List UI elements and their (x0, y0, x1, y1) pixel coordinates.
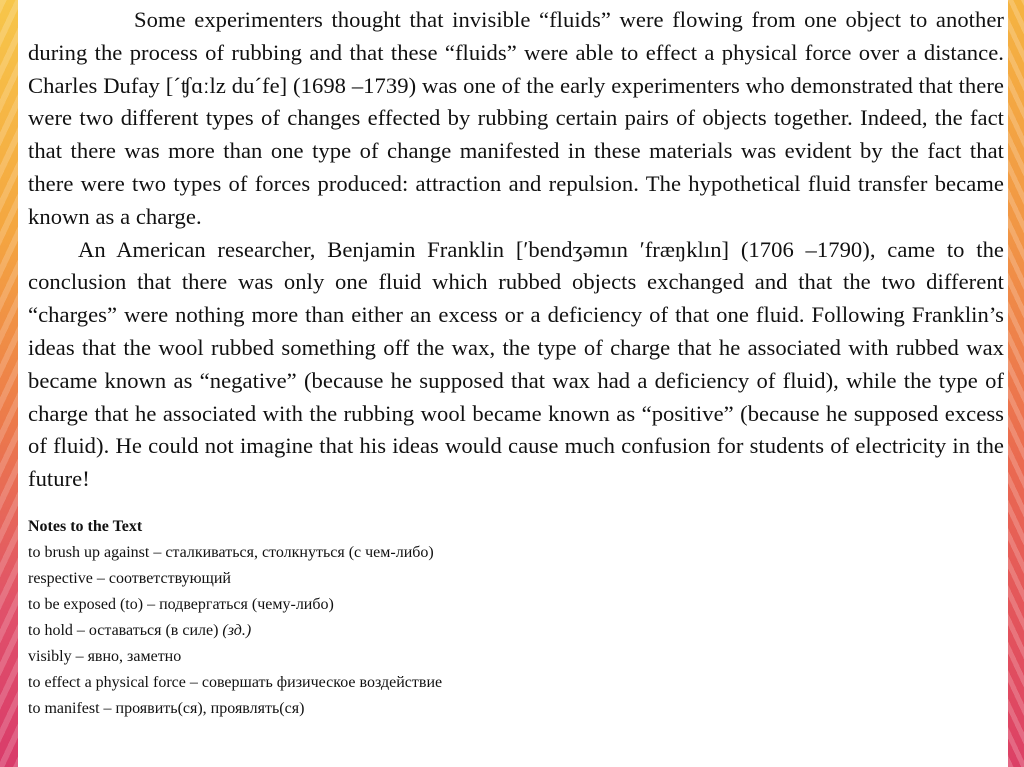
decorative-frame-left (0, 0, 18, 767)
decorative-frame-right (1008, 0, 1024, 767)
note-item: to brush up against – сталкиваться, столкнуться (с чем-либо) (28, 543, 434, 561)
note-item: to manifest – проявить(ся), проявлять(ся) (28, 699, 305, 717)
note-item-hold-suffix: (зд.) (222, 621, 252, 639)
note-item-hold-text: to hold – оставаться (в силе) (28, 621, 219, 639)
note-item: to be exposed (to) – подвергаться (чему-либо) (28, 595, 334, 613)
paragraph-franklin: An American researcher, Benjamin Franklin [ʹbendʒəmın ʹfræŋklın] (1706 –1790), came to the conclusion that there was only one fluid which rubbed objects exchanged and that the two different “charges” were nothing more than either an excess or a deficiency of that one fluid. Following Franklin’s ideas that the wool rubbed something off the wax, the type of charge that he associated with rubbed wax became known as “negative” (because he supposed that wax had a deficiency of fluid), while the type of charge that he associated with the rubbing wool became known as “positive” (because he supposed excess of fluid). He could not imagine that his ideas would cause much confusion for students of electricity in the future! (28, 236, 1004, 492)
slide-content (28, 4, 1004, 722)
note-item: visibly – явно, заметно (28, 647, 182, 665)
notes-section (28, 514, 1004, 722)
note-item-hold (28, 618, 1004, 644)
note-item: to effect a physical force – совершать физическое воздействие (28, 673, 443, 691)
paragraph-dufay: Some experimenters thought that invisible “fluids” were flowing from one object to another during the process of rubbing and that these “fluids” were able to effect a physical force over a distance. Charles Dufay [´ʧɑːlz du´fe] (1698 –1739) was one of the early experimenters who demonstrated that there were two different types of changes effected by rubbing certain pairs of objects together. Indeed, the fact that there was more than one type of change manifested in these materials was evident by the fact that there were two types of forces produced: attraction and repulsion. The hypothetical fluid transfer became known as a charge. (28, 7, 1004, 229)
note-item: respective – соответствующий (28, 569, 231, 587)
notes-title: Notes to the Text (28, 517, 143, 535)
